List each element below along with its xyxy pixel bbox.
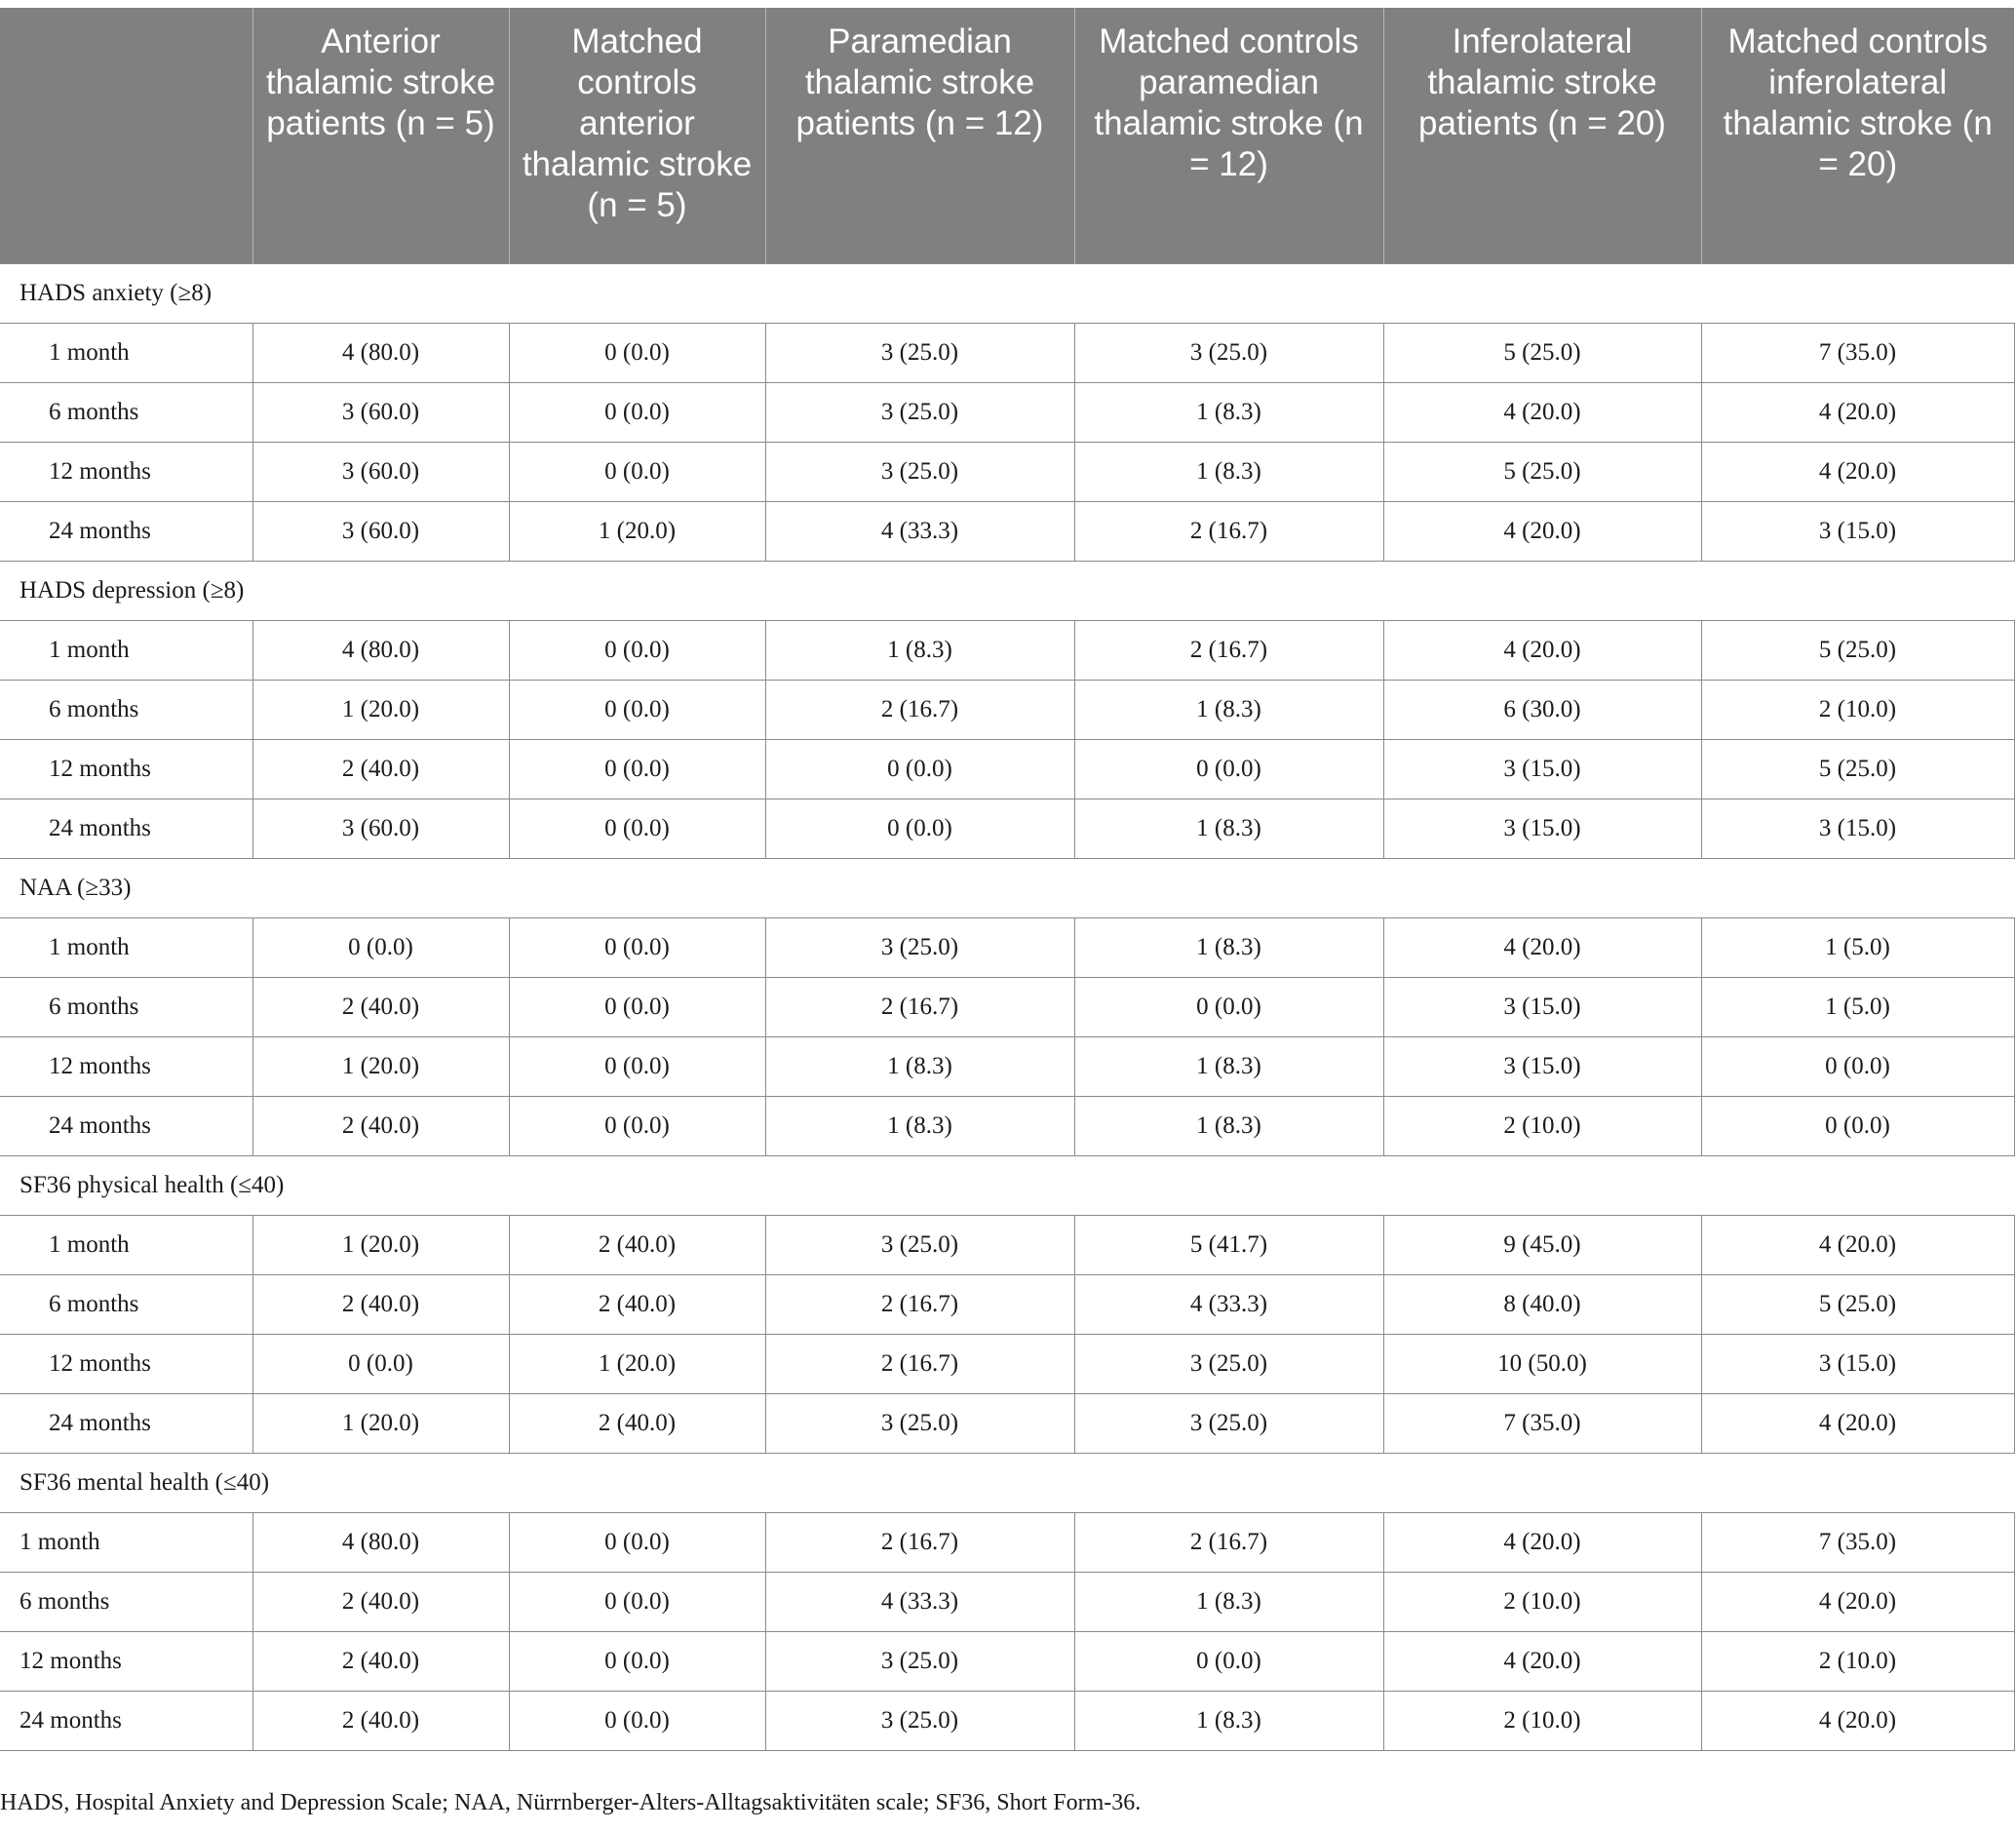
table-cell: 4 (20.0)	[1383, 917, 1701, 977]
row-label: 6 months	[0, 382, 252, 442]
row-label: 1 month	[0, 1215, 252, 1274]
table-cell: 4 (80.0)	[252, 1512, 509, 1572]
table-cell: 3 (15.0)	[1383, 739, 1701, 799]
table-cell: 2 (16.7)	[765, 1334, 1074, 1393]
table-cell: 2 (10.0)	[1383, 1691, 1701, 1750]
header-label: Inferolateral thalamic stroke patients (n = 20)	[1418, 22, 1666, 142]
table-cell: 0 (0.0)	[509, 620, 765, 680]
table-cell: 3 (15.0)	[1701, 501, 2014, 561]
table-cell: 2 (10.0)	[1383, 1572, 1701, 1631]
row-label: 12 months	[0, 739, 252, 799]
table-cell: 3 (25.0)	[1074, 323, 1383, 382]
table-row	[0, 1096, 2014, 1155]
table-cell: 9 (45.0)	[1383, 1215, 1701, 1274]
table-cell: 2 (40.0)	[252, 1631, 509, 1691]
table-cell: 4 (80.0)	[252, 620, 509, 680]
header-label: Paramedian thalamic stroke patients (n = 12)	[795, 22, 1044, 142]
table-cell: 4 (20.0)	[1701, 442, 2014, 501]
table-cell: 2 (10.0)	[1701, 1631, 2014, 1691]
table-cell: 1 (20.0)	[252, 1215, 509, 1274]
row-label: 12 months	[0, 442, 252, 501]
table-cell: 1 (8.3)	[1074, 917, 1383, 977]
table-cell: 5 (41.7)	[1074, 1215, 1383, 1274]
data-table-container	[0, 8, 2014, 1751]
table-row	[0, 680, 2014, 739]
header-cell	[765, 8, 1074, 263]
table-row	[0, 382, 2014, 442]
table-row	[0, 323, 2014, 382]
table-cell: 1 (8.3)	[765, 620, 1074, 680]
table-row	[0, 977, 2014, 1036]
table-cell: 5 (25.0)	[1701, 1274, 2014, 1334]
table-cell: 1 (20.0)	[252, 1036, 509, 1096]
table-cell: 3 (25.0)	[765, 1215, 1074, 1274]
table-cell: 3 (15.0)	[1383, 977, 1701, 1036]
table-cell: 3 (15.0)	[1701, 799, 2014, 858]
group-label: HADS anxiety (≥8)	[0, 263, 2014, 323]
table-cell: 6 (30.0)	[1383, 680, 1701, 739]
table-cell: 3 (25.0)	[765, 382, 1074, 442]
header-label: Anterior thalamic stroke patients (n = 5)	[265, 22, 496, 142]
table-cell: 2 (10.0)	[1701, 680, 2014, 739]
table-cell: 3 (25.0)	[1074, 1334, 1383, 1393]
table-cell: 4 (33.3)	[1074, 1274, 1383, 1334]
table-cell: 0 (0.0)	[509, 1036, 765, 1096]
table-cell: 3 (25.0)	[765, 1631, 1074, 1691]
table-cell: 2 (40.0)	[252, 739, 509, 799]
table-cell: 3 (25.0)	[765, 442, 1074, 501]
table-cell: 2 (40.0)	[509, 1393, 765, 1453]
table-cell: 2 (40.0)	[252, 1096, 509, 1155]
group-header-row	[0, 1453, 2014, 1512]
table-cell: 1 (8.3)	[1074, 799, 1383, 858]
table-row	[0, 799, 2014, 858]
group-header-row	[0, 858, 2014, 917]
table-cell: 4 (20.0)	[1383, 620, 1701, 680]
row-label: 24 months	[0, 501, 252, 561]
row-label: 1 month	[0, 620, 252, 680]
table-cell: 4 (20.0)	[1383, 501, 1701, 561]
table-cell: 0 (0.0)	[1701, 1036, 2014, 1096]
table-row	[0, 1334, 2014, 1393]
row-label: 6 months	[0, 977, 252, 1036]
row-label: 24 months	[0, 1096, 252, 1155]
group-label: SF36 mental health (≤40)	[0, 1453, 2014, 1512]
table-cell: 1 (8.3)	[1074, 680, 1383, 739]
table-cell: 10 (50.0)	[1383, 1334, 1701, 1393]
table-cell: 0 (0.0)	[765, 739, 1074, 799]
header-label: Matched controls paramedian thalamic stroke (n = 12)	[1094, 22, 1364, 183]
row-label: 6 months	[0, 1274, 252, 1334]
table-cell: 4 (20.0)	[1701, 382, 2014, 442]
table-cell: 5 (25.0)	[1701, 620, 2014, 680]
table-row	[0, 442, 2014, 501]
table-cell: 4 (20.0)	[1383, 1512, 1701, 1572]
table-cell: 3 (15.0)	[1383, 799, 1701, 858]
table-cell: 8 (40.0)	[1383, 1274, 1701, 1334]
table-row	[0, 1215, 2014, 1274]
table-cell: 0 (0.0)	[509, 1512, 765, 1572]
table-cell: 0 (0.0)	[509, 1096, 765, 1155]
table-cell: 3 (60.0)	[252, 442, 509, 501]
table-cell: 1 (8.3)	[1074, 382, 1383, 442]
group-label: SF36 physical health (≤40)	[0, 1155, 2014, 1215]
table-cell: 4 (20.0)	[1383, 382, 1701, 442]
table-row	[0, 1631, 2014, 1691]
table-row	[0, 917, 2014, 977]
table-cell: 1 (8.3)	[1074, 1691, 1383, 1750]
table-cell: 3 (60.0)	[252, 799, 509, 858]
table-cell: 0 (0.0)	[509, 382, 765, 442]
table-cell: 4 (20.0)	[1383, 1631, 1701, 1691]
group-label: NAA (≥33)	[0, 858, 2014, 917]
header-cell	[1074, 8, 1383, 263]
table-cell: 3 (15.0)	[1383, 1036, 1701, 1096]
table-cell: 3 (60.0)	[252, 501, 509, 561]
table-cell: 4 (80.0)	[252, 323, 509, 382]
table-cell: 4 (20.0)	[1701, 1215, 2014, 1274]
table-cell: 0 (0.0)	[252, 1334, 509, 1393]
table-cell: 3 (15.0)	[1701, 1334, 2014, 1393]
table-row	[0, 739, 2014, 799]
table-cell: 7 (35.0)	[1701, 1512, 2014, 1572]
table-cell: 0 (0.0)	[509, 1572, 765, 1631]
table-cell: 0 (0.0)	[509, 917, 765, 977]
table-cell: 2 (10.0)	[1383, 1096, 1701, 1155]
row-label: 12 months	[0, 1036, 252, 1096]
table-cell: 4 (20.0)	[1701, 1572, 2014, 1631]
header-row	[0, 8, 2014, 263]
header-cell	[1701, 8, 2014, 263]
table-cell: 2 (16.7)	[765, 680, 1074, 739]
table-cell: 1 (8.3)	[1074, 1572, 1383, 1631]
table-cell: 3 (25.0)	[765, 323, 1074, 382]
table-cell: 0 (0.0)	[509, 1631, 765, 1691]
table-cell: 0 (0.0)	[1074, 1631, 1383, 1691]
table-row	[0, 1036, 2014, 1096]
data-table	[0, 8, 2015, 1751]
row-label: 24 months	[0, 1691, 252, 1750]
table-cell: 2 (40.0)	[509, 1215, 765, 1274]
table-row	[0, 1274, 2014, 1334]
table-cell: 4 (20.0)	[1701, 1393, 2014, 1453]
header-cell	[509, 8, 765, 263]
table-cell: 0 (0.0)	[509, 799, 765, 858]
table-cell: 2 (16.7)	[765, 1274, 1074, 1334]
table-cell: 4 (33.3)	[765, 501, 1074, 561]
table-cell: 0 (0.0)	[509, 739, 765, 799]
table-body	[0, 263, 2014, 1750]
row-label: 6 months	[0, 680, 252, 739]
table-cell: 0 (0.0)	[509, 977, 765, 1036]
header-label: Matched controls inferolateral thalamic stroke (n = 20)	[1723, 22, 1993, 183]
table-cell: 0 (0.0)	[1074, 977, 1383, 1036]
table-footnote: HADS, Hospital Anxiety and Depression Scale; NAA, Nürrnberger-Alters-Alltagsaktivitäten scale; SF36, Short Form-36.	[0, 1790, 1142, 1815]
table-cell: 5 (25.0)	[1383, 442, 1701, 501]
table-cell: 0 (0.0)	[765, 799, 1074, 858]
table-cell: 1 (5.0)	[1701, 917, 2014, 977]
row-label: 24 months	[0, 1393, 252, 1453]
table-cell: 2 (16.7)	[1074, 501, 1383, 561]
table-row	[0, 1691, 2014, 1750]
table-cell: 0 (0.0)	[509, 680, 765, 739]
table-cell: 5 (25.0)	[1701, 739, 2014, 799]
table-cell: 1 (8.3)	[765, 1036, 1074, 1096]
row-label: 1 month	[0, 917, 252, 977]
table-cell: 1 (20.0)	[252, 1393, 509, 1453]
table-cell: 7 (35.0)	[1701, 323, 2014, 382]
table-cell: 3 (25.0)	[1074, 1393, 1383, 1453]
table-cell: 0 (0.0)	[1701, 1096, 2014, 1155]
table-cell: 2 (16.7)	[765, 977, 1074, 1036]
group-label: HADS depression (≥8)	[0, 561, 2014, 620]
table-cell: 0 (0.0)	[1074, 739, 1383, 799]
table-cell: 1 (20.0)	[252, 680, 509, 739]
table-cell: 4 (20.0)	[1701, 1691, 2014, 1750]
row-label: 1 month	[0, 323, 252, 382]
table-cell: 5 (25.0)	[1383, 323, 1701, 382]
table-cell: 2 (16.7)	[765, 1512, 1074, 1572]
header-cell	[252, 8, 509, 263]
table-row	[0, 620, 2014, 680]
table-cell: 7 (35.0)	[1383, 1393, 1701, 1453]
table-cell: 1 (8.3)	[765, 1096, 1074, 1155]
row-label: 12 months	[0, 1631, 252, 1691]
table-cell: 1 (20.0)	[509, 501, 765, 561]
group-header-row	[0, 561, 2014, 620]
table-cell: 3 (60.0)	[252, 382, 509, 442]
table-cell: 1 (8.3)	[1074, 1096, 1383, 1155]
table-cell: 0 (0.0)	[509, 323, 765, 382]
group-header-row	[0, 1155, 2014, 1215]
table-cell: 2 (16.7)	[1074, 1512, 1383, 1572]
table-cell: 0 (0.0)	[509, 1691, 765, 1750]
table-cell: 3 (25.0)	[765, 917, 1074, 977]
table-cell: 0 (0.0)	[509, 442, 765, 501]
table-header	[0, 8, 2014, 263]
table-row	[0, 1572, 2014, 1631]
header-label: Matched controls anterior thalamic stroke (n = 5)	[522, 22, 753, 224]
table-row	[0, 1512, 2014, 1572]
header-cell-empty	[0, 8, 252, 263]
table-cell: 2 (40.0)	[252, 1274, 509, 1334]
header-cell	[1383, 8, 1701, 263]
table-cell: 0 (0.0)	[252, 917, 509, 977]
table-cell: 2 (40.0)	[509, 1274, 765, 1334]
table-cell: 1 (8.3)	[1074, 1036, 1383, 1096]
row-label: 6 months	[0, 1572, 252, 1631]
table-cell: 2 (40.0)	[252, 1691, 509, 1750]
table-cell: 3 (25.0)	[765, 1393, 1074, 1453]
table-cell: 3 (25.0)	[765, 1691, 1074, 1750]
table-cell: 1 (5.0)	[1701, 977, 2014, 1036]
row-label: 24 months	[0, 799, 252, 858]
row-label: 1 month	[0, 1512, 252, 1572]
table-row	[0, 501, 2014, 561]
table-row	[0, 1393, 2014, 1453]
table-cell: 1 (20.0)	[509, 1334, 765, 1393]
group-header-row	[0, 263, 2014, 323]
table-cell: 2 (40.0)	[252, 1572, 509, 1631]
table-cell: 2 (16.7)	[1074, 620, 1383, 680]
table-cell: 4 (33.3)	[765, 1572, 1074, 1631]
row-label: 12 months	[0, 1334, 252, 1393]
table-cell: 1 (8.3)	[1074, 442, 1383, 501]
table-cell: 2 (40.0)	[252, 977, 509, 1036]
